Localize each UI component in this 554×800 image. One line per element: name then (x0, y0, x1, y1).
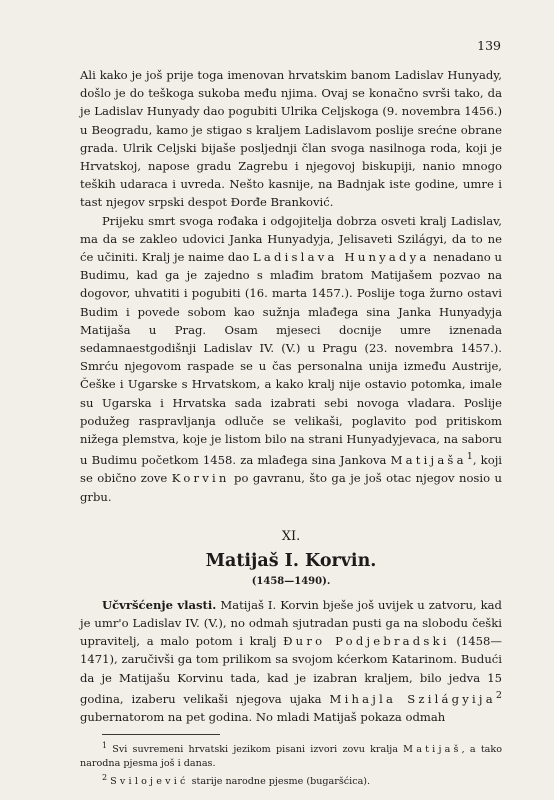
spaced-name-svilojevic: Svilojević (110, 776, 189, 788)
text-run: po gavranu, što ga je još otac njegov nosio u grbu. (80, 471, 502, 504)
footnotes (80, 739, 502, 789)
chapter-years: (1458—1490). (251, 575, 331, 587)
text-run: Matijaš I. Korvin bješe još uvijek u zatvoru, kad je umr'o Ladislav IV. (V.), no odmah sjutradan pusti ga na slobodu češki upravitelj, a malo potom i kralj (80, 597, 502, 649)
footnote-ref-1: 1 (466, 451, 473, 463)
footnote-divider (102, 734, 220, 735)
text-run: Svi suvremeni hrvatski jezikom pisani izvori zovu kralja (107, 744, 404, 756)
spaced-name-korvin: Korvin (171, 471, 230, 486)
footnote-1 (80, 739, 502, 771)
paragraph-hunyady-celjski: Ali kako je još prije toga imenovan hrvatskim banom Ladislav Hunyady, došlo je do teškoga sukoba među njima. Ovaj se konačno svrši tako, da je Ladislav Hunyady dao pogubiti Ulrika Celjskoga (9. novembra 1456.) u Beogradu, kamo je stigao s kraljem Ladislavom poslije srećne obrane grada. Ulrik Celjski bijaše posljednji član svoga nasilnoga roda, koji je Hrvatskoj, napose gradu Zagrebu i njegovoj biskupiji, nanio mnogo teških udaraca i uvreda. Nešto kasnije, na Badnjak iste godine, umre i tast njegov srpski despot Đorđe Branković. (80, 68, 502, 210)
paragraph-ladislav-death (80, 212, 502, 506)
chapter-number: XI. (281, 528, 301, 544)
footnote-mark: 1 (102, 741, 108, 751)
chapter-title: Matijaš I. Korvin. (205, 550, 377, 571)
spaced-name-matijas: Matijaš (403, 744, 462, 756)
text-run: gubernatorom na pet godina. No mladi Matijaš pokaza odmah (80, 709, 446, 724)
spaced-name-mihajlo-szilagyi: Mihajla Szilágyija (329, 691, 496, 706)
footnote-mark: 2 (102, 773, 108, 783)
text-run: , koji se obično zove (80, 453, 502, 486)
page-body (80, 66, 502, 789)
text-run: (1458—1471), zaručivši ga tom prilikom sa svojom kćerkom Katarinom. Budući da je Matijašu Korvinu tada, kad je izabran kraljem, bilo jedva 15 godina, izaberu velikaši njegova ujaka (80, 634, 502, 706)
text-run: Prijeku smrt svoga rođaka i odgojitelja dobrza osveti kralj Ladislav, ma da se zakleo udovici Janka Hunyadyja, Jelisaveti Szilágyi, da to ne će učiniti. Kralj je naime dao (80, 213, 502, 265)
spaced-name-duro-podjebradski: Đuro Podjebradski (283, 634, 450, 649)
spaced-name-ladislav-hunyady: Ladislava Hunyadya (252, 250, 430, 265)
page-number: 139 (477, 38, 501, 53)
footnote-2 (80, 771, 502, 789)
paragraph-ucvrscenje-vlasti (80, 596, 502, 726)
spaced-name-matijas: Matijaša (390, 453, 467, 468)
text-run: , a tako narodna pjesma još i danas. (80, 744, 502, 770)
section-run-in-heading: Učvršćenje vlasti. (102, 597, 217, 612)
text-run: nenadano u Budimu, kad ga je zajedno s mlađim bratom Matijašem pozvao na dogovor, uhvatiti i pogubiti (16. marta 1457.). Poslije toga žurno ostavi Budim i povede sobom kao sužnja mlađega sina Janka Hunyadyja Matijaša u Prag. Osam mjeseci docnije umre iznenada sedamnaestgodišnji Ladislav IV. (V.) u Pragu (23. novembra 1457.). Smrću njegovom raspade se u čas personalna unija između Austrije, Češke i Ugarske s Hrvatskom, a kako kralj nije ostavio potomka, imale su Ugarska i Hrvatska sada izabrati sebi novoga vladara. Poslije podužeg raspravljanja odluče se velikaši, poglavito pod pritiskom nižega plemstva, koje je listom bilo na strani Hunyadyjevaca, na saboru u Budimu početkom 1458. za mlađega sina Jankova (80, 250, 503, 468)
text-run: starije narodne pjesme (bugaršćica). (188, 776, 371, 788)
footnote-ref-2: 2 (495, 689, 502, 701)
